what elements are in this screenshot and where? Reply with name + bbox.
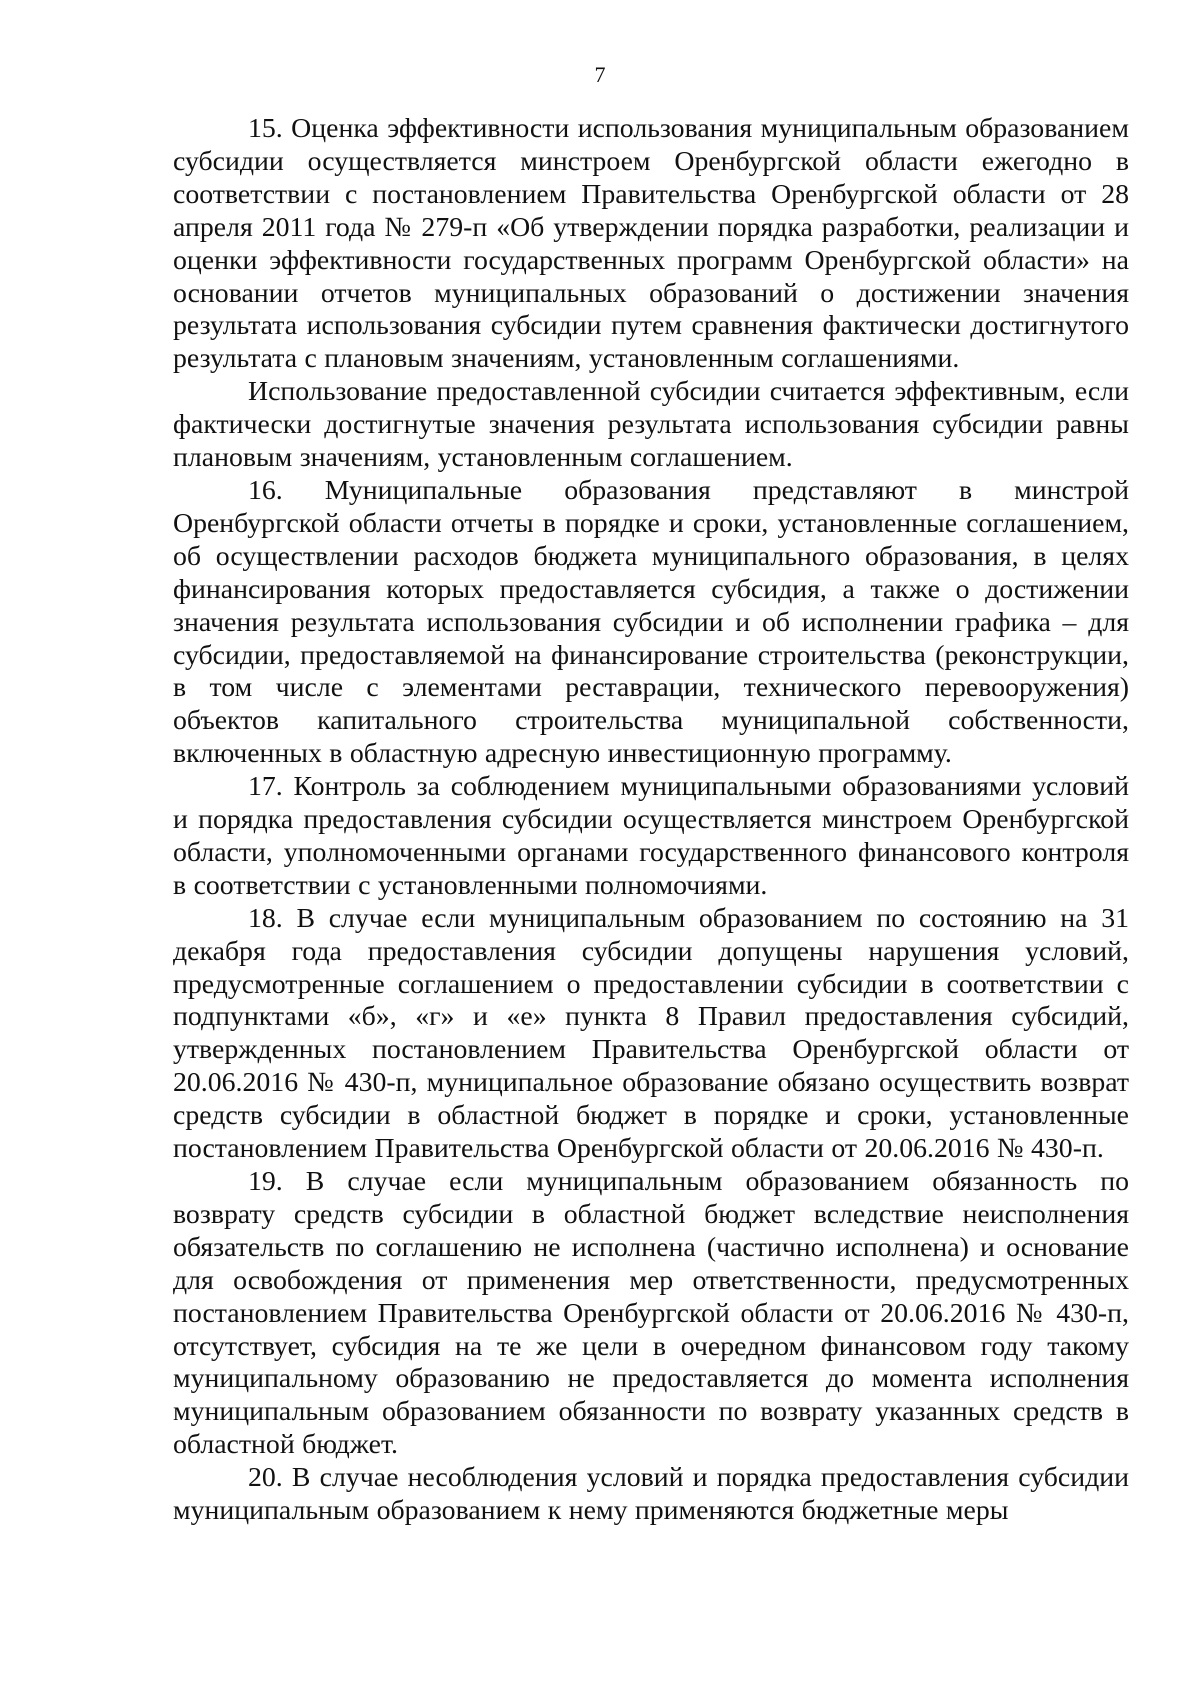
paragraph-18: 18. В случае если муниципальным образованием по состоянию на 31 декабря года предоставления субсидии допущены нарушения условий, предусмотренные соглашением о предоставлении субсидии в соответствии с подпунктами «б», «г» и «е» пункта 8 Правил предоставления субсидий, утвержденных постановлением Правительства Оренбургской области от 20.06.2016 № 430-п, муниципальное образование обязано осуществить возврат средств субсидии в областной бюджет в порядке и сроки, установленные постановлением Правительства Оренбургской области от 20.06.2016 № 430-п. xyxy=(173,902,1129,1165)
paragraph-20: 20. В случае несоблюдения условий и порядка предоставления субсидии муниципальным образованием к нему применяются бюджетные меры xyxy=(173,1462,1129,1527)
paragraph-15-effectiveness: Использование предоставленной субсидии считается эффективным, если фактически достигнутые значения результата использования субсидии равны плановым значениям, установленным соглашением. xyxy=(173,376,1129,474)
page-number: 7 xyxy=(594,62,606,87)
paragraph-16: 16. Муниципальные образования представляют в минстрой Оренбургской области отчеты в порядке и сроки, установленные соглашением, об осуществлении расходов бюджета муниципального образования, в целях финансирования которых предоставляется субсидия, а также о достижении значения результата использования субсидии и об исполнении графика – для субсидии, предоставляемой на финансирование строительства (реконструкции, в том числе с элементами реставрации, технического перевооружения) объектов капитального строительства муниципальной собственности, включенных в областную адресную инвестиционную программу. xyxy=(173,474,1129,770)
paragraph-17: 17. Контроль за соблюдением муниципальными образованиями условий и порядка предоставления субсидии осуществляется минстроем Оренбургской области, уполномоченными органами государственного финансового контроля в соответствии с установленными полномочиями. xyxy=(173,771,1129,901)
paragraph-19: 19. В случае если муниципальным образованием обязанность по возврату средств субсидии в областной бюджет вследствие неисполнения обязательств по соглашению не исполнена (частично исполнена) и основание для освобождения от применения мер ответственности, предусмотренных постановлением Правительства Оренбургской области от 20.06.2016 № 430-п, отсутствует, субсидия на те же цели в очередном финансовом году такому муниципальному образованию не предоставляется до момента исполнения муниципальным образованием обязанности по возврату указанных средств в областной бюджет. xyxy=(173,1166,1129,1461)
document-body xyxy=(173,113,1129,1528)
paragraph-15: 15. Оценка эффективности использования муниципальным образованием субсидии осуществляется минстроем Оренбургской области ежегодно в соответствии с постановлением Правительства Оренбургской области от 28 апреля 2011 года № 279-п «Об утверждении порядка разработки, реализации и оценки эффективности государственных программ Оренбургской области» на основании отчетов муниципальных образований о достижении значения результата использования субсидии путем сравнения фактически достигнутого результата с плановым значениям, установленным соглашениями. xyxy=(173,113,1129,375)
